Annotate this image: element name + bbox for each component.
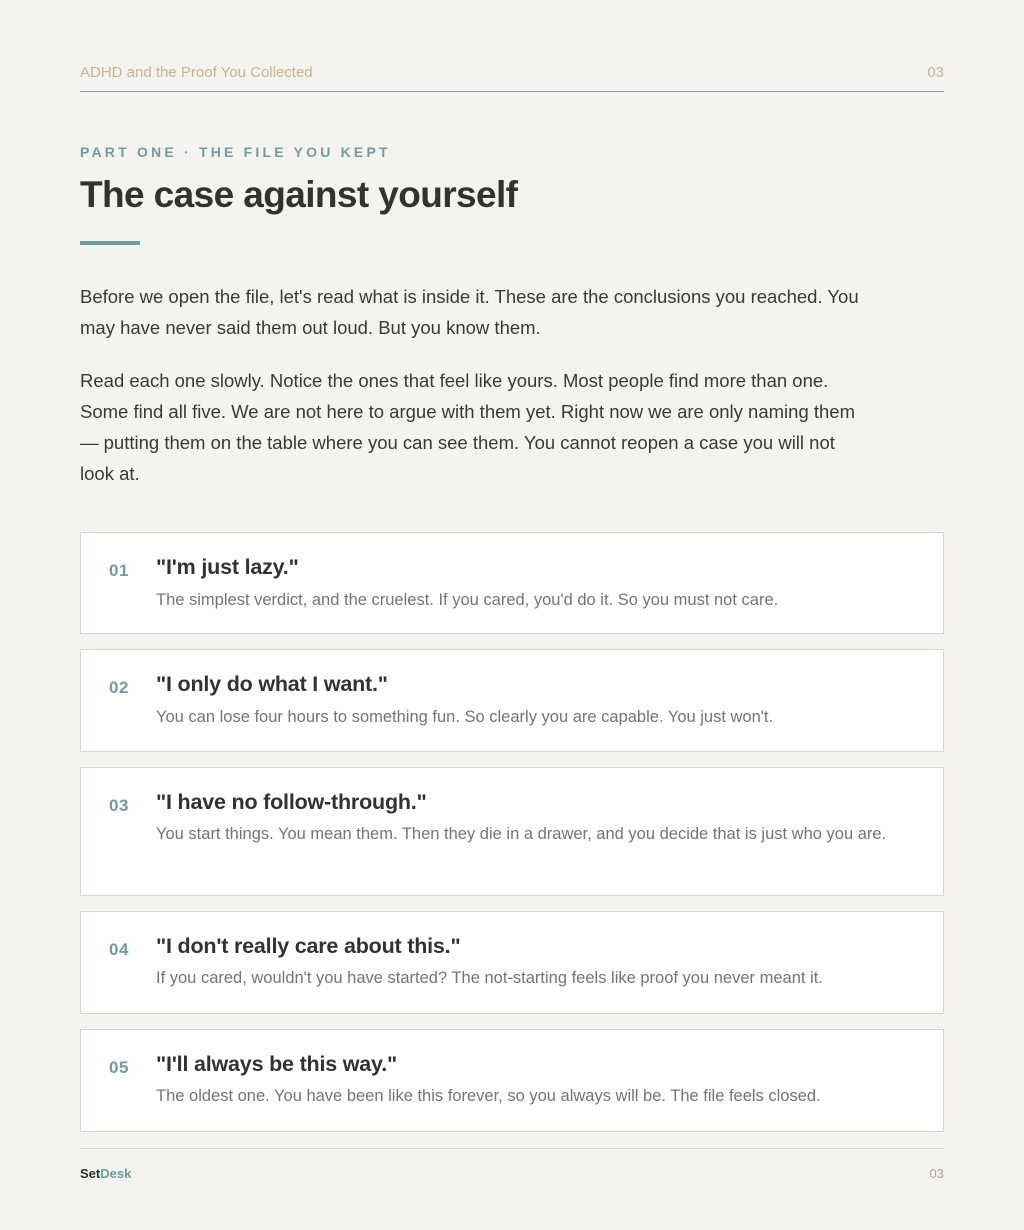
verdict-quote: "I have no follow-through."	[156, 790, 427, 814]
header-page-number: 03	[927, 64, 944, 81]
verdict-card-3	[80, 767, 944, 896]
verdict-card-5	[80, 1029, 944, 1132]
verdict-card-1	[80, 532, 944, 634]
verdict-card-4	[80, 911, 944, 1014]
verdict-description: You can lose four hours to something fun. So clearly you are capable. You just won't.	[156, 708, 774, 726]
verdict-description: The oldest one. You have been like this forever, so you always will be. The file feels closed.	[156, 1087, 821, 1105]
verdict-description: If you cared, wouldn't you have started? The not-starting feels like proof you never meant it.	[156, 969, 823, 987]
verdict-description: You start things. You mean them. Then they die in a drawer, and you decide that is just who you are.	[156, 825, 887, 843]
running-header	[80, 64, 944, 92]
page-title: The case against yourself	[80, 174, 518, 215]
verdict-quote: "I'm just lazy."	[156, 555, 299, 579]
verdict-number: 04	[109, 940, 129, 959]
title-underline	[80, 241, 140, 245]
page-footer	[80, 1166, 944, 1181]
book-title: ADHD and the Proof You Collected	[80, 64, 313, 81]
brand-name-set: Set	[80, 1166, 101, 1181]
brand-logo	[80, 1166, 131, 1181]
section-eyebrow: PART ONE · THE FILE YOU KEPT	[80, 144, 391, 160]
intro-paragraph-2: Read each one slowly. Notice the ones that feel like yours. Most people find more than one. Some find all five. We are not here to argue with them yet. Right now we are only naming them — putting them on the table where you can see them. You cannot reopen a case you will not look at.	[80, 370, 855, 484]
intro-paragraph-1: Before we open the file, let's read what is inside it. These are the conclusions you reached. You may have never said them out loud. But you know them.	[80, 286, 859, 338]
verdict-quote: "I don't really care about this."	[156, 934, 461, 958]
verdict-quote: "I'll always be this way."	[156, 1052, 397, 1076]
verdict-number: 02	[109, 678, 129, 697]
verdict-number: 03	[109, 796, 129, 815]
verdict-number: 01	[109, 561, 129, 580]
verdict-quote: "I only do what I want."	[156, 672, 388, 696]
verdict-description: The simplest verdict, and the cruelest. If you cared, you'd do it. So you must not care.	[156, 591, 779, 609]
footer-page-number: 03	[929, 1166, 944, 1181]
verdict-card-2	[80, 649, 944, 752]
footer-divider	[80, 1148, 944, 1149]
verdict-number: 05	[109, 1058, 129, 1077]
document-page	[80, 0, 944, 1230]
brand-name-desk: Desk	[100, 1166, 132, 1181]
